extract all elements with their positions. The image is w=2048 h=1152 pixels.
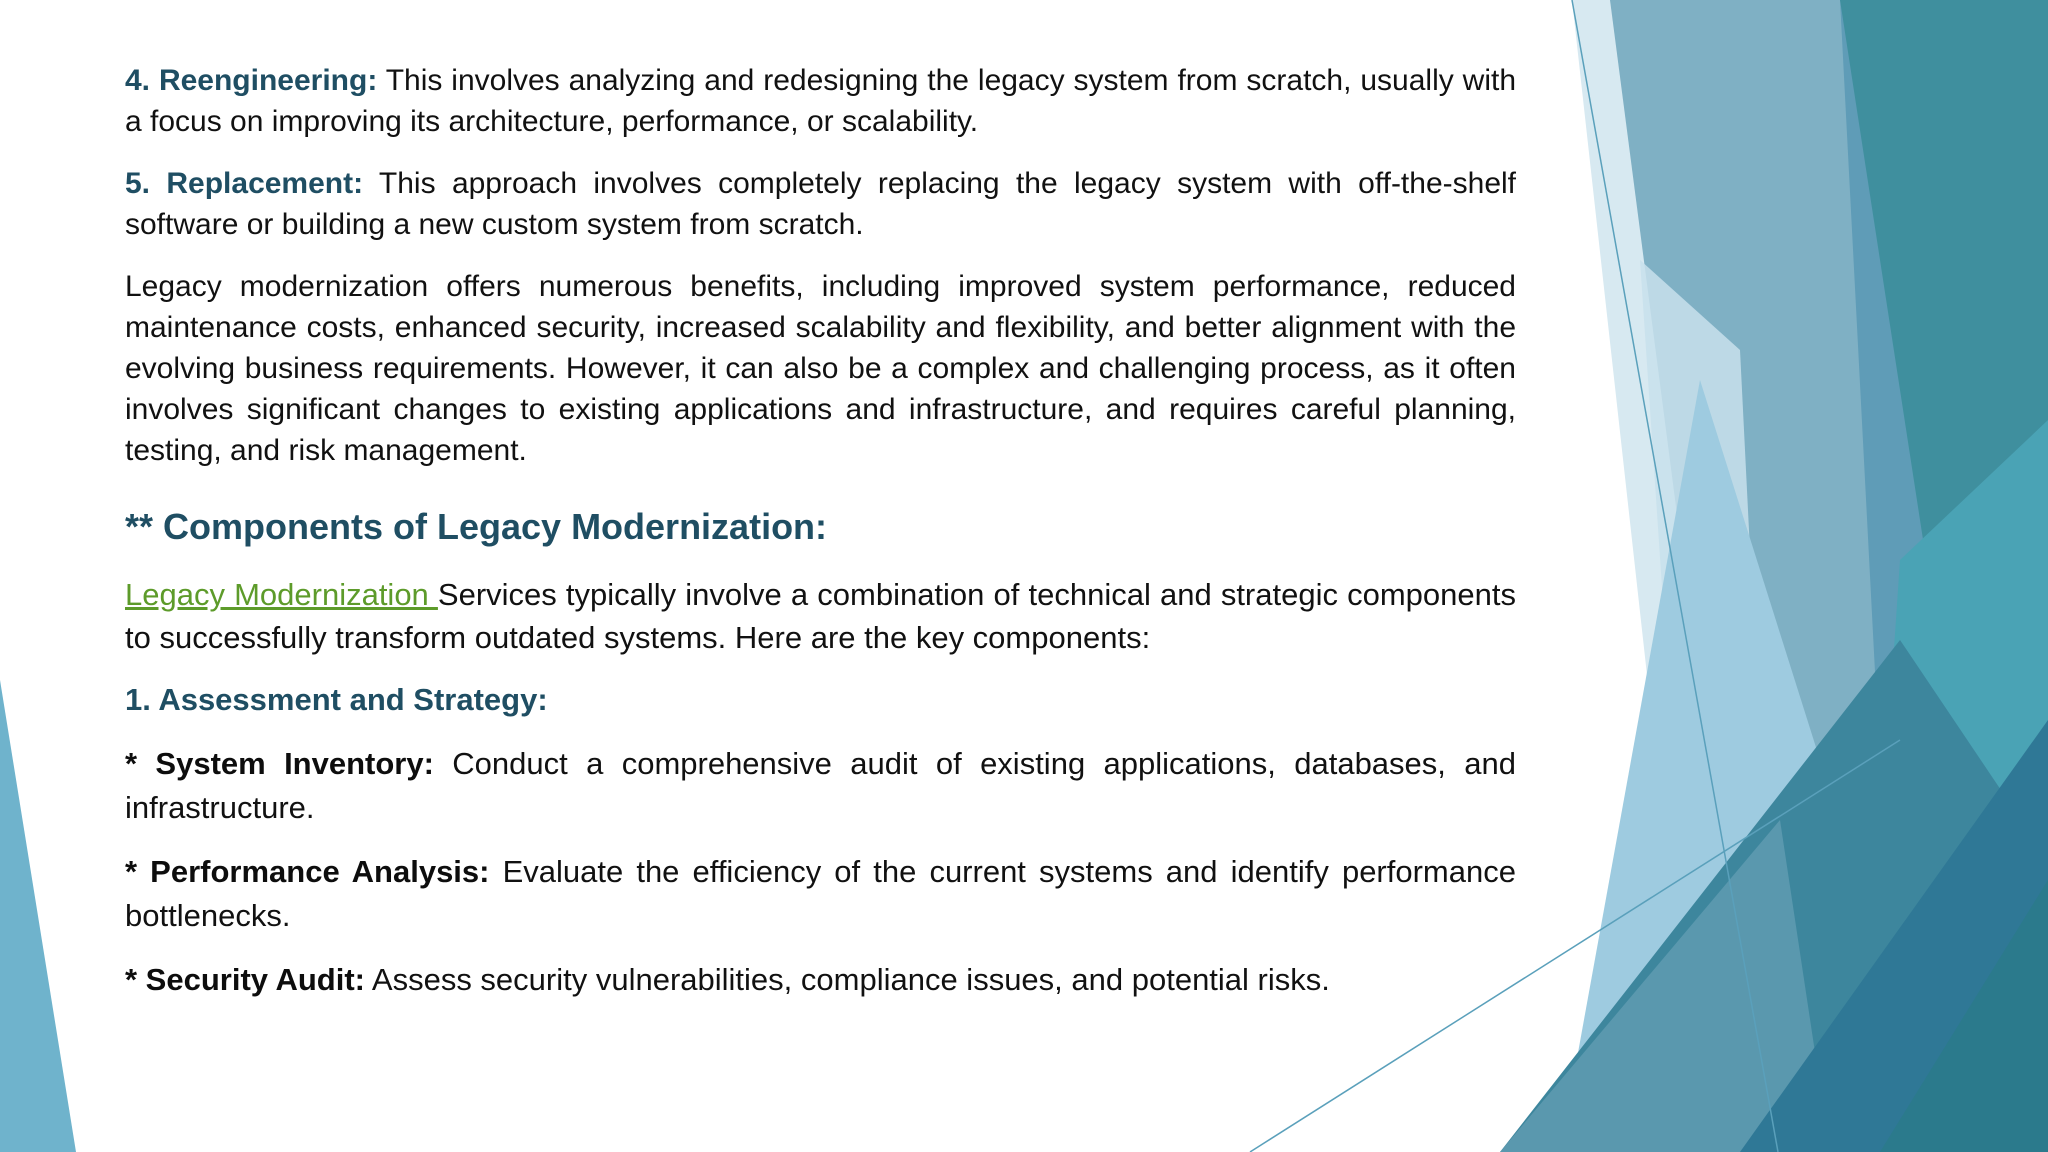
- bullet-label: * Security Audit:: [125, 962, 365, 997]
- paragraph-benefits: Legacy modernization offers numerous benefits, including improved system performance, reduced maintenance costs, enhanced security, increased scalability and flexibility, and better alignment with the evolving business requirements. However, it can also be a complex and challenging process, as it often involves significant changes to existing applications and infrastructure, and requires careful planning, testing, and risk management.: [125, 270, 1516, 467]
- paragraph-reengineering: [125, 60, 1516, 142]
- reengineering-text: This involves analyzing and redesigning the legacy system from scratch, usually with a focus on improving its architecture, performance, or scalability.: [125, 64, 1517, 138]
- reengineering-label: 4. Reengineering:: [125, 64, 378, 97]
- intro-text: Services typically involve a combination of technical and strategic components to successfully transform outdated systems. Here are the key components:: [125, 577, 1516, 655]
- bullet-text: Conduct a comprehensive audit of existing applications, databases, and infrastructure.: [125, 746, 1516, 825]
- replacement-label: 5. Replacement:: [125, 167, 364, 200]
- replacement-text: This approach involves completely replacing the legacy system with off-the-shelf software or building a new custom system from scratch.: [125, 167, 1517, 241]
- bullet-label: * System Inventory:: [125, 746, 434, 781]
- bullet-text: Assess security vulnerabilities, compliance issues, and potential risks.: [365, 962, 1330, 997]
- assessment-heading: 1. Assessment and Strategy:: [125, 682, 548, 717]
- document-body: [125, 60, 1516, 1022]
- bullet-text: Evaluate the efficiency of the current systems and identify performance bottlenecks.: [125, 854, 1516, 933]
- bullet-security-audit: [125, 958, 1516, 1002]
- legacy-modernization-link[interactable]: Legacy Modernization: [125, 577, 438, 612]
- bullet-performance-analysis: [125, 850, 1516, 938]
- components-heading: ** Components of Legacy Modernization:: [125, 506, 828, 547]
- paragraph-replacement: [125, 163, 1516, 245]
- bullet-system-inventory: [125, 742, 1516, 830]
- paragraph-intro: [125, 573, 1516, 659]
- bullet-label: * Performance Analysis:: [125, 854, 490, 889]
- left-accent-shape: [0, 680, 76, 1152]
